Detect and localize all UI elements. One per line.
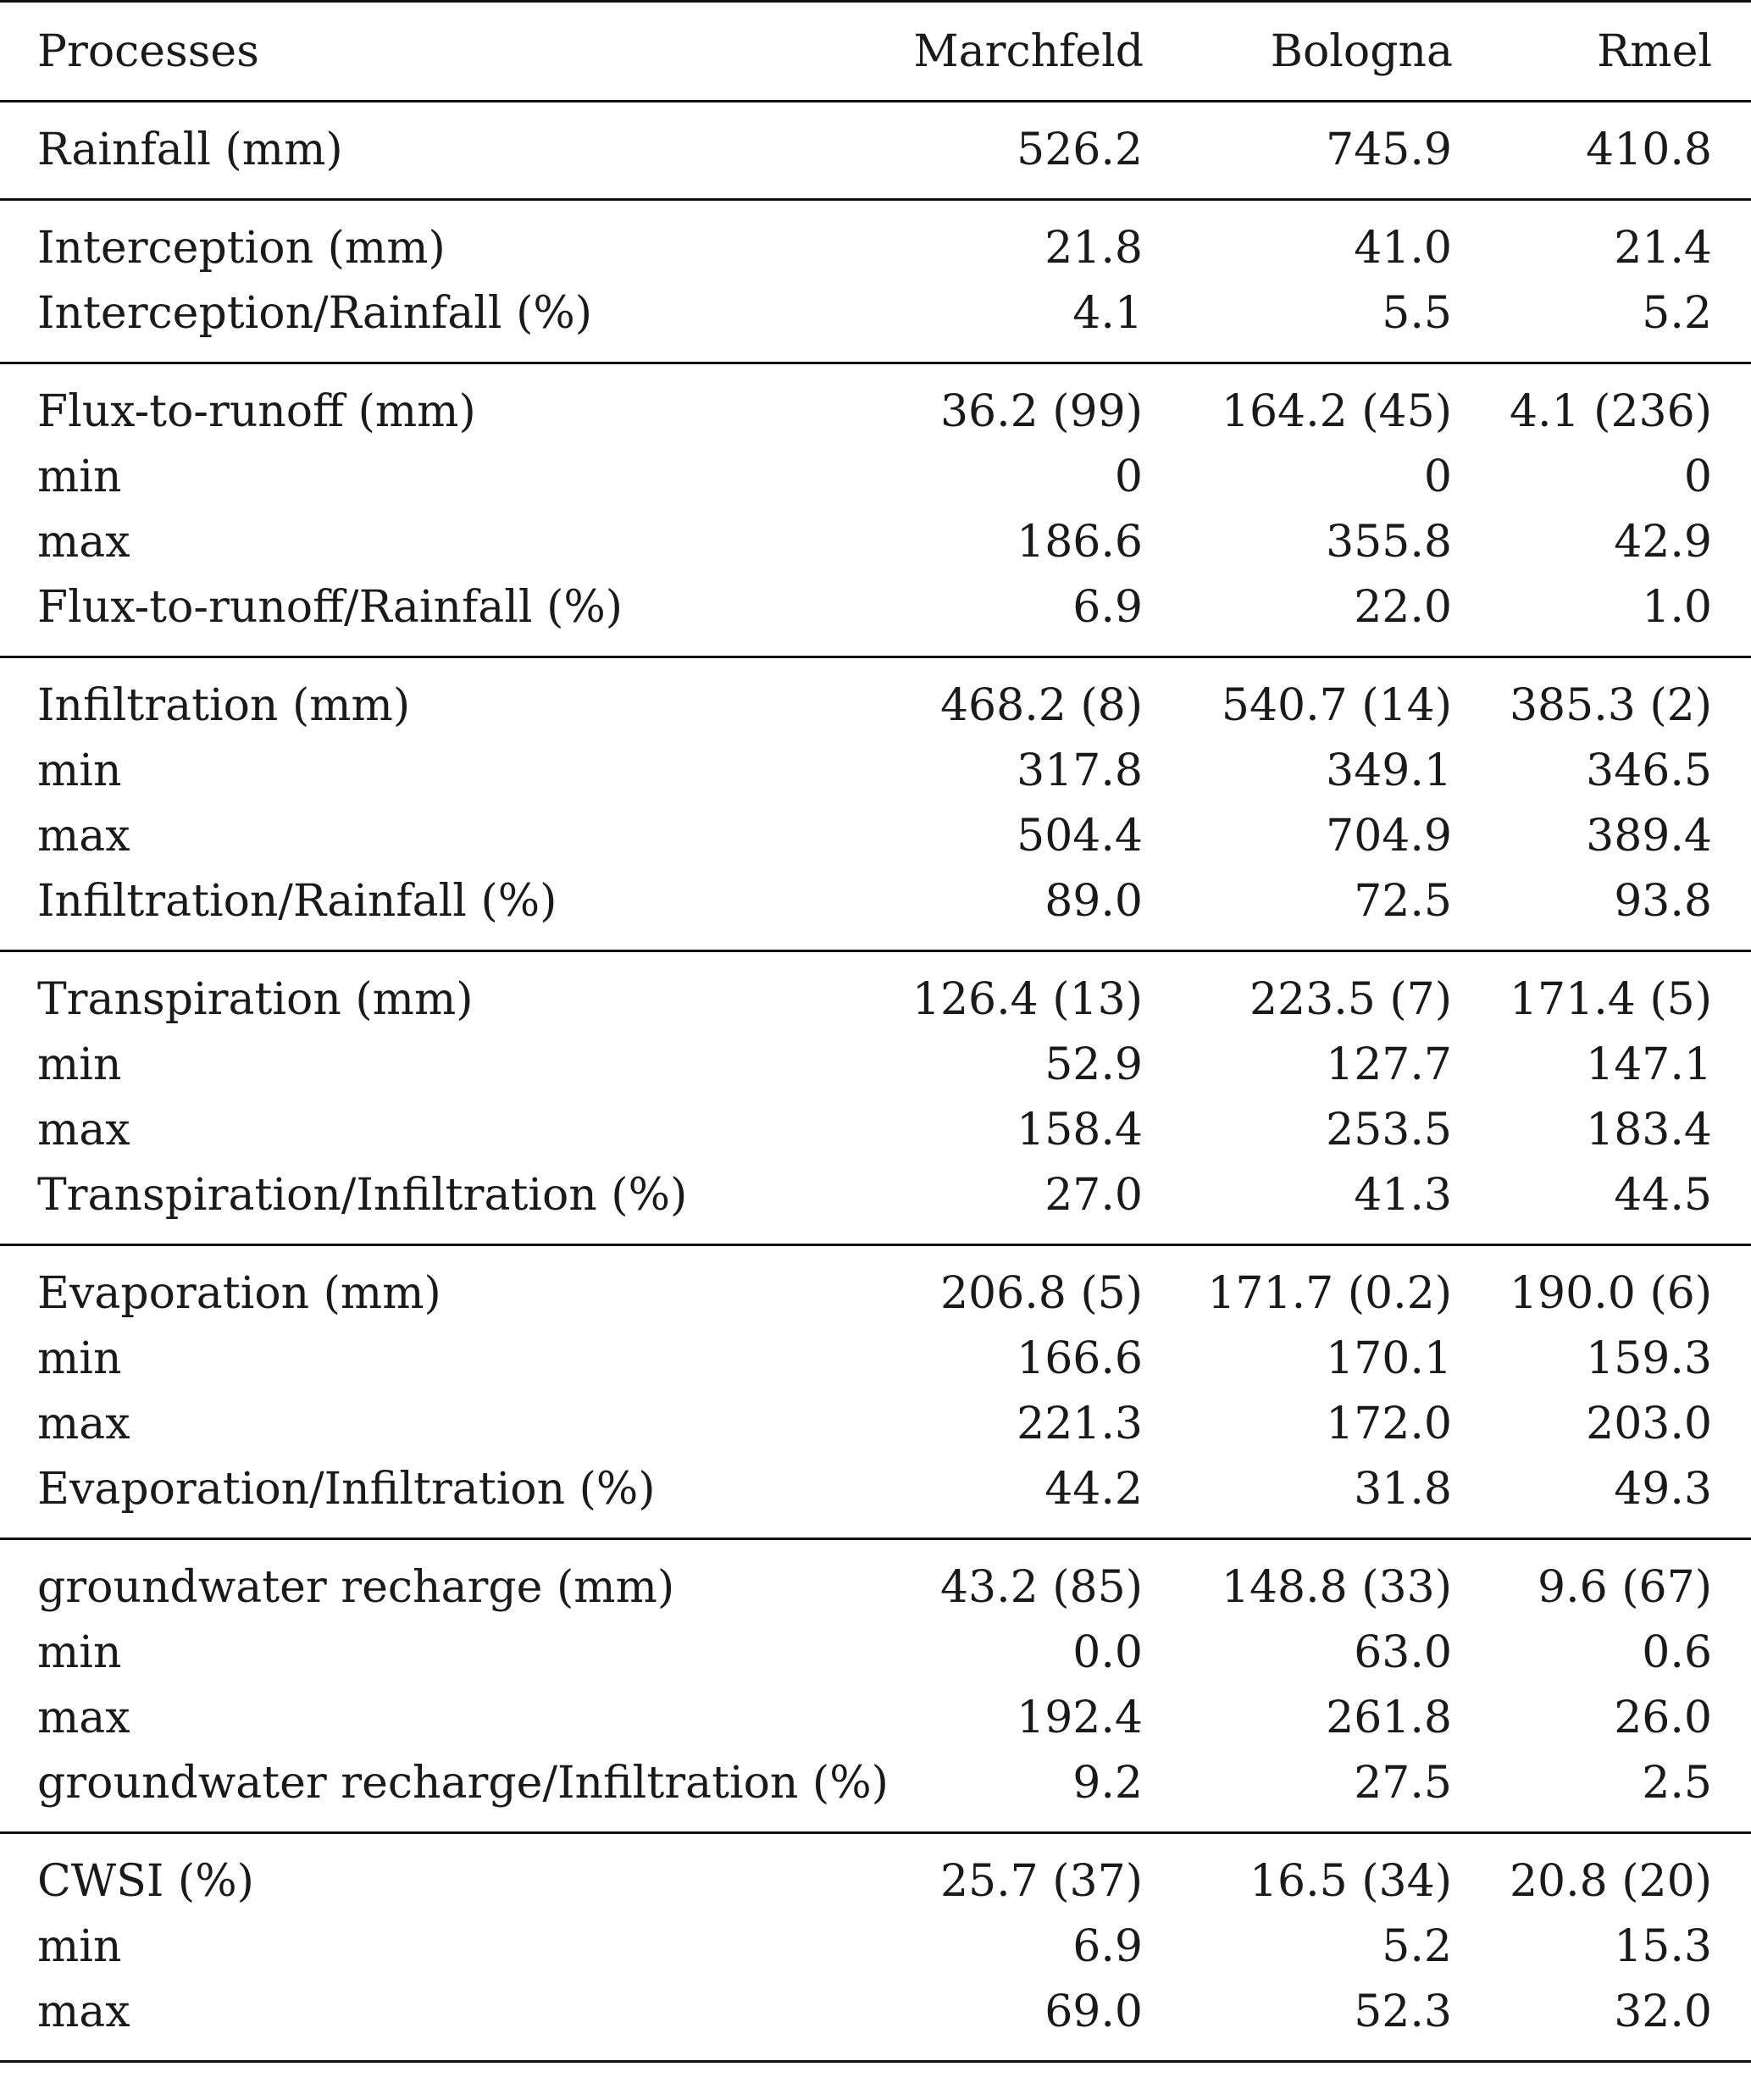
cell-marchfeld: 36.2 (99) <box>939 386 1143 437</box>
cell-rmel: 159.3 <box>1586 1333 1712 1384</box>
table-row <box>0 739 1751 804</box>
cell-marchfeld: 0 <box>1114 452 1143 502</box>
table-row <box>0 1914 1751 1980</box>
cell-marchfeld: 21.8 <box>1045 223 1143 274</box>
header-row <box>0 2 1751 102</box>
cell-rmel: 44.5 <box>1614 1170 1712 1221</box>
cell-rmel: 2.5 <box>1642 1758 1712 1809</box>
cell-marchfeld: 52.9 <box>1045 1039 1143 1090</box>
cell-bologna: 171.7 (0.2) <box>1207 1268 1452 1319</box>
cell-bologna: 170.1 <box>1326 1333 1452 1384</box>
cell-rmel: 346.5 <box>1586 745 1712 796</box>
row-label: groundwater recharge (mm) <box>37 1562 675 1613</box>
cell-rmel: 32.0 <box>1614 1986 1712 2037</box>
cell-bologna: 540.7 (14) <box>1221 680 1452 731</box>
table-row <box>0 657 1751 740</box>
cell-marchfeld: 126.4 (13) <box>912 974 1143 1025</box>
table-row <box>0 510 1751 575</box>
column-header-rmel: Rmel <box>1453 2 1751 102</box>
cell-rmel: 26.0 <box>1614 1693 1712 1743</box>
cell-rmel: 171.4 (5) <box>1509 974 1712 1025</box>
cell-bologna: 72.5 <box>1354 876 1452 927</box>
row-label: groundwater recharge/Infiltration (%) <box>37 1758 889 1809</box>
table-row <box>0 1033 1751 1098</box>
row-label: Evaporation (mm) <box>37 1268 441 1319</box>
column-header-marchfeld: Marchfeld <box>847 2 1144 102</box>
table-row <box>0 1980 1751 2062</box>
row-group-evaporation <box>0 1245 1751 1539</box>
cell-bologna: 261.8 <box>1326 1693 1452 1743</box>
row-label: Transpiration/Infiltration (%) <box>37 1170 688 1221</box>
cell-marchfeld: 526.2 <box>1017 125 1143 175</box>
row-label: Transpiration (mm) <box>37 974 474 1025</box>
row-group-rainfall <box>0 102 1751 200</box>
row-label: min <box>37 452 122 502</box>
table-row <box>0 1686 1751 1751</box>
table-row <box>0 281 1751 363</box>
cell-bologna: 355.8 <box>1326 517 1452 568</box>
cell-marchfeld: 158.4 <box>1017 1105 1143 1155</box>
cell-bologna: 745.9 <box>1326 125 1452 175</box>
cell-bologna: 5.2 <box>1382 1921 1452 1972</box>
row-label: Flux-to-runoff (mm) <box>37 386 476 437</box>
row-label: max <box>37 811 130 862</box>
cell-rmel: 0 <box>1683 452 1712 502</box>
cell-marchfeld: 0.0 <box>1072 1627 1143 1678</box>
row-label: Infiltration (mm) <box>37 680 411 731</box>
cell-bologna: 5.5 <box>1382 288 1452 339</box>
row-group-groundwater-recharge <box>0 1539 1751 1833</box>
table-row <box>0 1751 1751 1833</box>
cell-marchfeld: 43.2 (85) <box>939 1562 1143 1613</box>
cell-marchfeld: 9.2 <box>1072 1758 1143 1809</box>
cell-marchfeld: 4.1 <box>1072 288 1143 339</box>
cell-marchfeld: 89.0 <box>1045 876 1143 927</box>
cell-marchfeld: 27.0 <box>1045 1170 1143 1221</box>
table-row <box>0 804 1751 869</box>
row-label: Evaporation/Infiltration (%) <box>37 1464 656 1515</box>
table-row <box>0 1539 1751 1621</box>
table-row <box>0 1163 1751 1245</box>
cell-rmel: 190.0 (6) <box>1509 1268 1712 1319</box>
cell-bologna: 27.5 <box>1354 1758 1452 1809</box>
cell-marchfeld: 317.8 <box>1017 745 1143 796</box>
table-row <box>0 445 1751 510</box>
cell-marchfeld: 166.6 <box>1017 1333 1143 1384</box>
cell-bologna: 41.0 <box>1354 223 1452 274</box>
cell-bologna: 63.0 <box>1354 1627 1452 1678</box>
cell-rmel: 21.4 <box>1614 223 1712 274</box>
cell-rmel: 5.2 <box>1642 288 1712 339</box>
cell-rmel: 1.0 <box>1642 582 1712 633</box>
row-label: max <box>37 1693 130 1743</box>
cell-bologna: 31.8 <box>1354 1464 1452 1515</box>
row-label: max <box>37 517 130 568</box>
cell-marchfeld: 186.6 <box>1017 517 1143 568</box>
cell-marchfeld: 221.3 <box>1017 1399 1143 1449</box>
cell-bologna: 16.5 (34) <box>1249 1856 1452 1907</box>
cell-rmel: 49.3 <box>1614 1464 1712 1515</box>
cell-bologna: 349.1 <box>1326 745 1452 796</box>
row-group-interception <box>0 200 1751 363</box>
cell-rmel: 93.8 <box>1614 876 1712 927</box>
cell-marchfeld: 25.7 (37) <box>939 1856 1143 1907</box>
cell-bologna: 253.5 <box>1326 1105 1452 1155</box>
row-label: Interception/Rainfall (%) <box>37 288 593 339</box>
cell-bologna: 164.2 (45) <box>1221 386 1452 437</box>
cell-marchfeld: 206.8 (5) <box>939 1268 1143 1319</box>
table-row <box>0 1098 1751 1163</box>
table-row <box>0 1245 1751 1327</box>
row-group-flux-to-runoff <box>0 363 1751 657</box>
cell-bologna: 148.8 (33) <box>1221 1562 1452 1613</box>
cell-rmel: 410.8 <box>1586 125 1712 175</box>
cell-bologna: 172.0 <box>1326 1399 1452 1449</box>
cell-rmel: 9.6 (67) <box>1538 1562 1712 1613</box>
row-group-infiltration <box>0 657 1751 951</box>
cell-marchfeld: 44.2 <box>1045 1464 1143 1515</box>
row-label: min <box>37 1333 122 1384</box>
cell-bologna: 0 <box>1423 452 1452 502</box>
table-row <box>0 102 1751 200</box>
cell-rmel: 183.4 <box>1586 1105 1712 1155</box>
row-label: CWSI (%) <box>37 1856 254 1907</box>
cell-rmel: 42.9 <box>1614 517 1712 568</box>
column-header-processes: Processes <box>0 2 847 102</box>
cell-bologna: 127.7 <box>1326 1039 1452 1090</box>
row-group-transpiration <box>0 951 1751 1245</box>
table-row <box>0 1327 1751 1392</box>
table-row <box>0 951 1751 1033</box>
row-label: min <box>37 745 122 796</box>
cell-marchfeld: 468.2 (8) <box>939 680 1143 731</box>
cell-bologna: 52.3 <box>1354 1986 1452 2037</box>
table-row <box>0 363 1751 446</box>
table-row <box>0 1392 1751 1457</box>
row-label: Rainfall (mm) <box>37 125 343 175</box>
cell-marchfeld: 504.4 <box>1017 811 1143 862</box>
cell-bologna: 223.5 (7) <box>1249 974 1452 1025</box>
row-label: max <box>37 1399 130 1449</box>
row-label: min <box>37 1627 122 1678</box>
cell-bologna: 704.9 <box>1326 811 1452 862</box>
row-label: max <box>37 1105 130 1155</box>
row-label: Flux-to-runoff/Rainfall (%) <box>37 582 623 633</box>
row-label: Infiltration/Rainfall (%) <box>37 876 557 927</box>
cell-marchfeld: 69.0 <box>1045 1986 1143 2037</box>
cell-rmel: 203.0 <box>1586 1399 1712 1449</box>
row-label: Interception (mm) <box>37 223 446 274</box>
table-header <box>0 2 1751 102</box>
cell-marchfeld: 6.9 <box>1072 582 1143 633</box>
table-row <box>0 1457 1751 1539</box>
cell-marchfeld: 6.9 <box>1072 1921 1143 1972</box>
row-label: min <box>37 1039 122 1090</box>
row-group-cwsi <box>0 1833 1751 2062</box>
table-row <box>0 200 1751 282</box>
row-label: max <box>37 1986 130 2037</box>
cell-marchfeld: 192.4 <box>1017 1693 1143 1743</box>
cell-rmel: 385.3 (2) <box>1509 680 1712 731</box>
table-row <box>0 1621 1751 1686</box>
cell-rmel: 15.3 <box>1614 1921 1712 1972</box>
table-row <box>0 575 1751 657</box>
table-row <box>0 869 1751 951</box>
cell-rmel: 4.1 (236) <box>1509 386 1712 437</box>
table-row <box>0 1833 1751 1915</box>
cell-rmel: 147.1 <box>1586 1039 1712 1090</box>
cell-rmel: 20.8 (20) <box>1509 1856 1712 1907</box>
row-label: min <box>37 1921 122 1972</box>
column-header-bologna: Bologna <box>1144 2 1453 102</box>
cell-bologna: 41.3 <box>1354 1170 1452 1221</box>
cell-rmel: 0.6 <box>1642 1627 1712 1678</box>
cell-bologna: 22.0 <box>1354 582 1452 633</box>
cell-rmel: 389.4 <box>1586 811 1712 862</box>
